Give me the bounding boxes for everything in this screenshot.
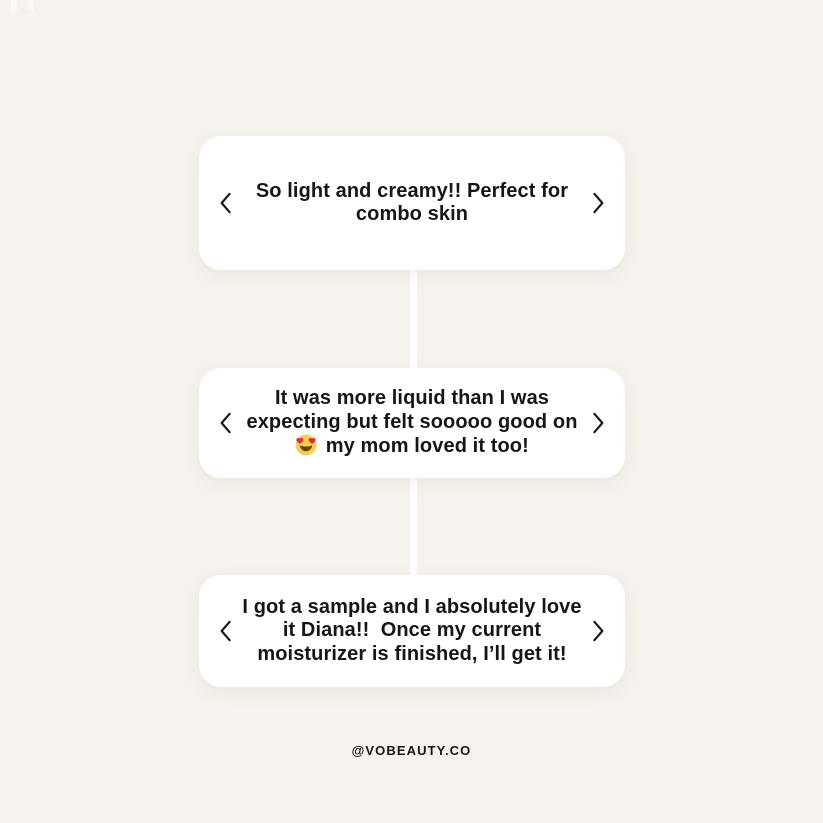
- testimonial-line: moisturizer is finished, I’ll get it!: [257, 642, 567, 665]
- testimonial-line: my mom loved it too!: [239, 434, 585, 459]
- testimonial-card-2: [199, 368, 625, 478]
- testimonial-line: It was more liquid than I was: [274, 387, 550, 410]
- testimonial-line: it Diana!! Once my current: [282, 619, 542, 642]
- testimonial-text-3: [239, 596, 585, 667]
- testimonial-line: I got a sample and I absolutely love: [242, 595, 582, 618]
- testimonial-text-2: [239, 387, 585, 459]
- chevron-left-icon: [219, 620, 232, 642]
- heart-eyes-emoji: [295, 434, 317, 456]
- decorative-mark: [6, 0, 46, 16]
- brand-handle: @VOBEAUTY.CO: [351, 743, 472, 758]
- chevron-right-icon: [592, 412, 605, 434]
- card-connector-line: [410, 473, 417, 581]
- testimonial-card-1: [199, 136, 625, 270]
- prev-button[interactable]: [212, 186, 239, 220]
- testimonial-text-1: [239, 180, 585, 227]
- prev-button[interactable]: [212, 614, 239, 648]
- chevron-left-icon: [219, 412, 232, 434]
- testimonial-line: combo skin: [355, 203, 469, 225]
- testimonial-line: So light and creamy!! Perfect for: [255, 179, 569, 202]
- chevron-left-icon: [219, 192, 232, 214]
- next-button[interactable]: [585, 406, 612, 440]
- card-connector-line: [410, 266, 417, 374]
- chevron-right-icon: [592, 192, 605, 214]
- testimonial-line: expecting but felt sooooo good on: [246, 410, 578, 433]
- next-button[interactable]: [585, 186, 612, 220]
- testimonial-card-3: [199, 575, 625, 687]
- prev-button[interactable]: [212, 406, 239, 440]
- next-button[interactable]: [585, 614, 612, 648]
- chevron-right-icon: [592, 620, 605, 642]
